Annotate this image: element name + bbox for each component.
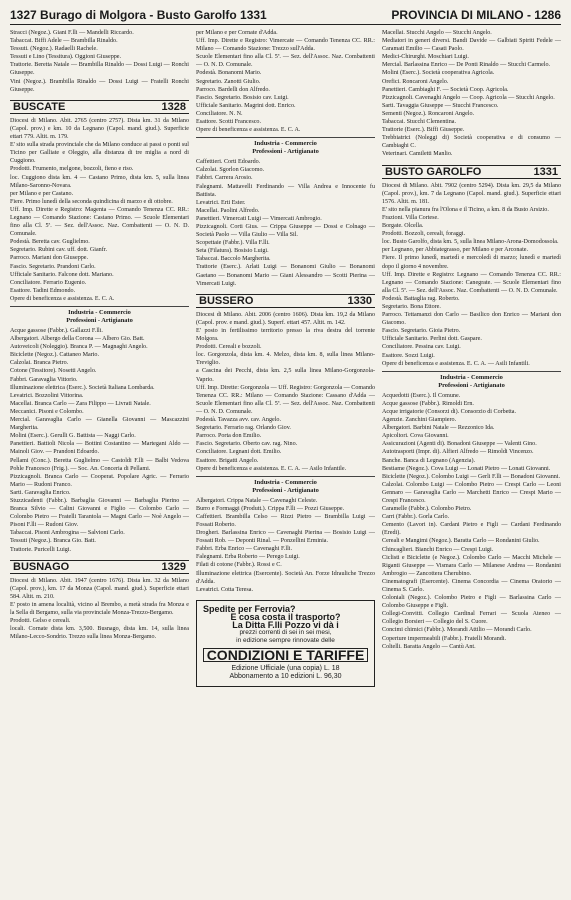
entry-line: Parroco. Porta don Emilio. [196,433,262,440]
town-number: 1331 [533,165,558,178]
entry-line: Coloniali (Negoz.). Colombo Pietro e Figli — Barlassina Carlo — Colombo Giuseppe e Figli. [382,595,561,610]
entry-line: Uff. Imp. Dirette: Gorgonzola — Uff. Registro: Gorgonzola — Comando Tenenza CC. RR.: Milano — Comando Stazione: Cassano d'Adda — Scuole Elementari fino alla Cl. 5ª. — Sez. dell'Assoc. Naz. Combattenti — O. N. D. Comunale. [196,384,375,415]
entry-line: Meccanici. Pisoni e Colombo. [10,408,84,415]
entry-line: Fiere. Il primo lunedì, martedì e mercoledì di marzo; lunedì e martedì dopo il giorno 4 novembre. [382,255,561,270]
entry-line: Parroco. Tettamanzi don Carlo — Basilico don Enrico — Mariani don Giacomo. [382,312,561,327]
entry-line: Tabaccai. Baccolo Margherita. [196,256,271,263]
entry-line: Caffettieri. Corti Edoardo. [196,159,261,166]
entry-line: Cinematografi (Esercente). Cinema Concordia — Cinema Oratorio — Cinema S. Carlo. [382,578,561,593]
entry-line: Tabaccai. Pisoni Ambrogina — Salvioni Carlo. [10,530,125,537]
entry-line: per Milano e per Cornate d'Adda. [196,30,278,36]
entry-line: Esattore. Scotti Francesco. [196,119,261,126]
entry-line: Prodotti. Cereali e bozzoli. [196,344,262,351]
entry-line: Agenzie. Zanchini Giampiero. [382,417,457,424]
entry-line: Pizzicagnoli. Cavenaghi Angelo — Coop. Agricola — Stucchi Angelo. [382,94,555,101]
entry-line: Scuole Elementari fino alla Cl. 5ª. — Sez. dell'Assoc. Naz. Combattenti — O. N. D. Comunale. [196,54,375,69]
town-name: BUSNAGO [13,560,70,573]
entry-line: Vini (Negoz.). Brambilla Rinaldo — Dossi Luigi — Fratelli Ronchi Giuseppe. [10,78,189,93]
entry-line: Esattore. Brigatti Angelo. [196,457,259,464]
entry-line: Uff. Imp. Dirette e Registro: Legnano — Comando Tenenza CC. RR.: Legnano — Comando Stazione: Canegrate. — Scuole Elementari fino alla Cl. 5ª. — Sez. dell'Assoc. Naz. Combattenti — O. N. D. Comunale. [382,271,561,294]
trade-list-bussero [196,497,375,594]
entry-line: Tessuti (Negoz.). Branca Gio. Batt. [10,538,96,545]
entry-line: Cotone (Tessitore). Nosetti Angelo. [10,368,97,375]
col2-top [196,29,375,134]
advertisement-box [196,600,375,687]
town-number: 1329 [161,560,186,573]
entry-line: Biciclette (Negoz.). Cattaneo Mario. [10,352,100,359]
entry-line: Acque gassose (Fabbr.). Rimoldi Ern. [382,400,474,407]
entry-line: Parroco. Bardelli don Alfredo. [196,86,270,93]
entry-line: Ufficiale Sanitario. Falcone dott. Mariano. [10,271,114,278]
entry-line: Sementi (Negoz.). Roncaroni Angelo. [382,110,475,117]
entry-line: a Cascina dei Pecchi, dista km. 2,5 sulla linea Milano-Gorgonzola-Vaprio. [196,368,375,383]
town-heading-busto-garolfo [382,165,561,179]
entry-line: Tessuti. (Negoz.). Radaelli Rachele. [10,46,98,53]
entry-line: Podestà. Beretta cav. Guglielmo. [10,239,90,246]
entry-line: Diocesi di Milano. Abit. 7902 (centro 5294). Dista km. 29,5 da Milano (Capol. prov.), km. 7 da Legnano (Capol. mand. giud.). Superficie ettari 1576. Altit. m. 181. [382,182,561,205]
entry-line: Acquedotti (Eserc.). Il Comune. [382,392,461,399]
entry-line: Fabbri. Carrera Arosio. [196,175,253,182]
entry-line: Macellai. Paolini Alfredo. [196,207,260,214]
section-heading: Industria - Commercio Professioni - Artigianato [10,306,189,325]
entry-line: Fascio. Segretario. Oberto cav. rag. Nino. [196,441,298,448]
town-name: BUSSERO [199,294,254,307]
entry-line: Uff. Imp. Dirette e Registro: Vimercate — Comando Tenenza CC. RR.: Milano — Comando Stazione: Trezzo sull'Adda. [196,38,375,53]
entry-line: Autotrasporti (Impr. di). Alfieri Alfredo — Rimoldi Vincenzo. [382,449,534,456]
entry-line: Tabaccai. Stucchi Clementina. [382,119,457,126]
entry-line: Trattorie (Eserc.). Arlati Luigi — Bonanomi Giulio — Bonanomi Gaetano — Bonanomi Mario — Giani Alessandro — Scotti Pierina — Vimercati Luigi. [196,264,375,287]
entry-line: Molini (Eserc.). Gerulli G. Battista — Naggi Carlo. [10,433,136,440]
entry-line: loc. Busto Garolfo, dista km. 5, sulla linea Milano-Arona-Domodossola. [382,239,559,246]
entry-line: Fascio. Segretario. Bosisio cav. Luigi. [196,94,289,101]
entry-line: Panettieri. Cambiaghi F. — Società Coop. Agricola. [382,86,509,93]
col3-top [382,29,561,159]
entry-line: Caramelle (Fabbr.). Colombo Pietro. [382,506,472,513]
entry-line: Falegnami. Mattavelli Ferdinando — Villa Andrea e Innocente fu Battista. [196,183,375,198]
entry-line: Podestà. Tavazza avv. cav. Angelo. [196,417,281,424]
trade-list-busnago [196,158,375,288]
town-number: 1330 [347,294,372,307]
entry-line: Medici-Chirurghi. Moschiari Luigi. [382,54,469,61]
entry-line: Fabbri. Erba Enrico — Cavenaghi F.lli. [196,546,292,553]
entry-line: Chincaglieri. Bianchi Enrico — Crespi Luigi. [382,546,494,553]
entry-line: Albergatori. Barbini Natale — Rezzonico Ida. [382,425,495,432]
entry-line: Banche. Banca di Legnano (Agenzia). [382,457,476,464]
entry-line: Podestà. Battaglia rag. Roberto. [382,295,460,302]
entry-line: per Legnano, per Abbiategrasso, per Milano e per Arconate. [382,247,529,254]
entry-line: Panettieri. Vimercati Luigi — Vimercati Ambrogio. [196,215,322,222]
entry-line: Filati di cotone (Fabbr.). Rossi e C. [196,562,282,569]
entry-line: Borgate. Olcella. [382,223,424,230]
ad-price-1: Edizione Ufficiale (una copia) L. 18 [231,665,340,673]
entry-line: Calzolai. Colombo Luigi — Colombo Pietro — Crespi Carlo — Leoni Gennaro — Garavaglia Carlo — Marchetti Enrico — Crespi Mario — Crespi Francesco. [382,481,561,504]
entry-line: Fiere. Primo lunedì della seconda quindicina di marzo e di ottobre. [10,198,173,205]
entry-line: Ufficiale Sanitario. Perlini dott. Gaspare. [382,336,482,343]
entry-line: Stracci (Negoz.). Giani F.lli — Mandelli Riccardo. [10,30,134,36]
entry-line: Concimi chimici (Fabbr.). Morandi Attilio — Morandi Carlo. [382,627,532,634]
entry-line: Fabbri. Garavaglia Vittorio. [10,376,78,383]
entry-line: Autoveicoli (Noleggio). Branca P. — Magnaghi Angelo. [10,344,148,351]
entry-line: Carri (Fabbr.). Gorla Carlo. [382,514,450,521]
entry-line: Frazioni. Villa Cortese. [382,214,439,221]
entry-line: Sarti. Garavaglia Enrico. [10,489,71,496]
trade-list-buscate [10,327,189,554]
entry-line: Illuminazione elettrica (Eserc.). Società Italiana Lombarda. [10,384,155,391]
entry-line: Veterinari. Camiletti Manlio. [382,151,453,158]
ad-line-3c: in edizione sempre rinnovate delle [236,637,335,645]
entry-line: per Milano e per Castano. [10,190,74,197]
entry-line: Uff. Imp. Dirette e Registro: Magenta — Comando Tenenza CC. RR.: Legnano — Comando Stazione: Castano Primo. — Scuole Elementari fino alla Cl. 5ª. — Sez. dell'Assoc. Naz. Combattenti — O. N. D. Comunale. [10,206,189,238]
entry-line: Segretario. Ferrario rag. Orlando Giov. [196,425,291,432]
entry-line: Segretario. Zanotti Giulio. [196,78,261,85]
entry-line: Bestiame (Negoz.). Cova Luigi — Lonati Pietro — Lonati Giovanni. [382,465,551,472]
entry-line: Trattorie (Eserc.). Biffi Giuseppe. [382,127,465,134]
entry-line: Collegi-Convitti. Collegio Cardinal Ferrari — Scuola Ateneo — Collegio Borsieri — Collegio del S. Cuore. [382,611,561,626]
entry-line: Biciclette (Negoz.). Colombo Luigi — Gerli F.lli — Bonadoni Giovanni. [382,473,561,480]
entry-line: Scopettaie (Fabbr.). Villa F.lli. [196,240,270,247]
entry-line: Macellai. Branca Carlo — Zara Filippo — Livrati Natale. [10,400,151,407]
entry-line: Calzolai. Sgorlon Giacomo. [196,167,265,174]
entry-line: Falegnami. Erba Roberto — Perego Luigi. [196,554,300,561]
entry-line: Drogheri. Barlassina Enrico — Cavenaghi Pierina — Bosisio Luigi — Fossati Rob. — Deponti Rinal. — Ponzellini Erminia. [196,530,375,545]
header-left: 1327 Burago di Molgora - Busto Garolfo 1331 [10,8,267,22]
entry-line: Conciliatore. Ferrario Eugenio. [10,279,87,286]
entry-line: Acque irrigatorie (Consorzi di). Consorzio di Corbetta. [382,408,517,415]
trade-list-busto-garolfo [382,392,561,651]
entry-line: E' sito nella pianura fra l'Olona e il Ticino, a km. 8 da Busto Arsizio. [382,206,549,213]
entry-line: Diocesi di Milano. Abit. 2765 (centro 2757). Dista km. 31 da Milano (Capol. prov.) e km. 10 da Legnano (Capol. mand. giud.). Superficie ettari 779. Altit. m. 179. [10,117,189,141]
entry-line: locali. Cornate dista km. 3,500. Busnago, dista km. 14, sulla linea Milano-Lecco-Sondrio. Trezzo sulla linea Monza-Bergamo. [10,626,189,641]
entry-line: Diocesi di Milano. Abit. 2006 (centro 1606). Dista km. 19,2 da Milano (Capol. prov. e mand. giud.). Superf. ettari 457. Altit. m. 142. [196,311,375,326]
town-number: 1328 [161,100,186,113]
column-1 [10,29,189,897]
entry-line: Tabaccai. Biffi Adele — Brambilla Rinaldo. [10,38,118,45]
entry-line: Conciliatore. Legnani dott. Emilio. [196,449,282,456]
entry-line: Apicoltori. Cova Giovanni. [382,433,449,440]
col1-top [10,29,189,94]
entry-line: loc. Gorgonzola, dista km. 4. Melzo, dista km. 8, sulla linea Milano-Treviglio. [196,352,375,367]
entry-line: Albergatori. Crippa Natale — Cavenaghi Celeste. [196,497,318,504]
entry-line: Tessuti e Lino (Tessitura). Oggioni Giuseppe. [10,54,122,61]
entry-line: Opere di beneficenza e assistenza. E. C. A. — Asilo Infantile. [196,465,347,472]
entry-line: E' sito sulla strada provinciale che da Milano conduce ai passi o ponti sul Ticino per Galliate e Oleggio, alla distanza di tre miglia a nord di Cuggiono. [10,142,189,165]
town-name: BUSCATE [13,100,66,113]
ad-price-2: Abbonamento a 10 edizioni L. 96,30 [229,673,342,681]
town-name: BUSTO GAROLFO [385,165,482,178]
entry-line: Conciliatore. N. N. [196,110,243,117]
entry-line: Ciclisti e Biciclette (e Negoz.). Colombo Carlo — Macchi Michele — Riganti Giuseppe — Vismara Carlo — Milanese Andrea — Rondanini Ambrogio — Zancottera Cherubino. [382,554,561,577]
entry-line: Mediatori in generi diversi. Bandi Davide — Galbiati Spiriti Fedele — Caramati Emilio — Casati Paolo. [382,38,561,53]
entry-line: Assicurazioni (Agenti di). Bonadoni Giuseppe — Valenti Gino. [382,441,537,448]
entry-line: Cemento (Lavori in). Cardani Pietro e Figli — Cardani Ferdinando (Eredi). [382,522,561,537]
ad-line-3: La Ditta F.lli Pozzo vi dà i [232,620,339,630]
entry-line: Albergatori. Albergo della Corona — Albero Gio. Batt. [10,336,145,343]
section-heading: Industria - Commercio Professioni - Artigianato [382,371,561,390]
ad-line-3b: prezzi correnti di sei in sei mesi, [239,629,332,637]
entry-line: Opere di beneficenza e assistenza. E. C. A. [10,295,115,302]
entry-line: Illuminazione elettrica (Esercente). Società An. Forze Idrauliche Trezzo d'Adda. [196,570,375,585]
header-right: PROVINCIA DI MILANO - 1286 [391,8,561,22]
entry-line: Macellai. Stucchi Angelo — Stucchi Angelo. [382,30,492,36]
entry-line: Coperture impermeabili (Fabbr.). Fratelli Morandi. [382,635,507,642]
entry-line: Trattorie. Puricelli Luigi. [10,546,72,553]
entry-line: Podestà. Bonanomi Mario. [196,70,262,77]
entry-line: Esattore. Sozzi Luigi. [382,352,435,359]
entry-line: Pellami (Conc.). Beretta Guglielmo — Castoldi F.lli — Balbi Vedova Pohle Francesco (Frig.). — Soc. An. Conceria di Pellami. [10,457,189,472]
entry-line: Diocesi di Milano. Abit. 1947 (centro 1676). Dista km. 32 da Milano (Capol. prov.), km. 17 da Monza (Capol. mand. giud.). Superficie ettari 584. Altit. m. 210. [10,577,189,600]
ad-line-2: E cosa costa il trasporto? [230,611,341,622]
town-body-busto-garolfo [382,182,561,368]
entry-line: Cereali e Mangimi (Negoz.). Baratta Carlo — Rondanini Giulio. [382,538,540,545]
columns [10,29,561,897]
ad-line-1: Spedite per Ferrovia? [203,603,296,614]
entry-line: Sarti. Tavaggia Giuseppe — Stucchi Francesco. [382,102,499,109]
entry-line: Parroco. Mariani don Giuseppe. [10,255,89,262]
entry-line: Pizzicagnoli. Branca Carlo — Cooperat. Popolare Agric. — Ferrario Mario — Rudoni Franco. [10,473,189,488]
entry-line: Prodotti. Gelso e cereali. [10,618,71,625]
entry-line: Opere di beneficenza e assistenza. E. C. A. — Asili Infantili. [382,360,530,367]
town-body-busnago [10,577,189,642]
entry-line: Caffettieri. Brambilla Celso — Rizzi Pietro — Brambilla Luigi — Fossati Roberto. [196,513,375,528]
entry-line: Trebbiatrici (Noleggi di) Società cooperativa e di consumo — Cambiaghi C. [382,135,561,150]
entry-line: Esattore. Tadini Edmondo. [10,287,76,294]
entry-line: Fascio. Segretario. Gioia Pietro. [382,328,461,335]
entry-line: Segretario. Bona Ettore. [382,304,441,310]
entry-line: Seta (Filatura). Bosisio Luigi. [196,248,269,255]
entry-line: E' posto in fertilissimo territorio presso la riva destra del torrente Molgora. [196,328,375,343]
entry-line: Segretario. Rubini cav. uff. dott. Gianfr. [10,247,107,254]
column-3 [382,29,561,897]
section-heading: Industria - Commercio Professioni - Artigianato [196,137,375,156]
section-heading: Industria - Commercio Professioni - Artigianato [196,476,375,495]
entry-line: E' posto in amena località, vicino al Brembo, a metà strada fra Monza e la Sella di Bergamo, sulla via provinciale Monza-Trezzo-Bergamo. [10,602,189,617]
entry-line: Conciliatore. Pessina cav. Luigi. [382,344,461,351]
entry-line: Burro e Formaggi (Produtt.). Crippa F.lli — Pozzi Giuseppe. [196,505,345,512]
entry-line: Fascio. Segretario. Prandoni Carlo. [10,263,96,270]
town-heading-bussero [196,294,375,308]
entry-line: Prodotti. Frumento, melgone, bozzoli, fieno e riso. [10,166,134,173]
entry-line: Mercial. Garavaglia Carlo — Gianella Giovanni — Mascazzini Margherita. [10,417,189,432]
entry-line: Trattorie. Beretta Natale — Brambilla Rinaldo — Dossi Luigi — Ronchi Giuseppe. [10,62,189,77]
town-body-bussero [196,311,375,473]
entry-line: Molini (Eserc.). Società cooperativa Agricola. [382,70,495,77]
page-header [10,8,561,25]
entry-line: Panettieri. Battioli Nicola — Bottini Costantino — Martegani Aldo — Mainoli Giov. — Prandoni Edoardo. [10,441,189,456]
entry-line: Ufficiale Sanitario. Magrini dott. Enrico. [196,102,296,109]
entry-line: loc. Cuggiono dista km. 4 — Castano Primo, dista km. 5, sulla linea Milano-Saronno-Novara. [10,174,189,189]
entry-line: Calzolai. Branca Pietro. [10,360,69,367]
town-body-buscate [10,117,189,303]
entry-line: Opere di beneficenza e assistenza. E. C. A. [196,127,301,134]
ad-title: CONDIZIONI E TARIFFE [203,648,368,662]
town-heading-buscate [10,100,189,114]
entry-line: Levatrici. Cotta Teresa. [196,586,253,593]
entry-line: Orefici. Roncaroni Angelo. [382,78,449,85]
entry-line: Levatrici. Bozzolini Vittorina. [10,392,84,399]
entry-line: Prodotti. Bozzoli, cereali, foraggi. [382,231,466,238]
entry-line: Pizzicagnoli. Corti Gius. — Crippa Giuseppe — Dossi e Colnago — Società Paolo — Villa Giulio — Villa Sil. [196,223,375,239]
column-2 [196,29,375,897]
entry-line: Levatrici. Erti Ester. [196,199,246,206]
entry-line: Coltelli. Baratta Angelo — Cantù Ant. [382,643,476,650]
entry-line: Mercial. Barlassina Enrico — De Ponti Rinaldo — Stucchi Carmelo. [382,62,551,69]
town-heading-busnago [10,560,189,574]
entry-line: Acque gassose (Fabbr.). Gallazzi F.lli. [10,328,103,334]
entry-line: Stuzzicadenti (Fabbr.). Barbaglia Giovanni — Barbaglia Pierino — Branca Silvio — Calini Giovanni e Figlio — Colombo Carlo — Colombo Pietro — Fratelli Tarantola — Magni Carlo — Noè Angelo — Pisoni F.lli — Rudoni Giov. [10,497,189,529]
